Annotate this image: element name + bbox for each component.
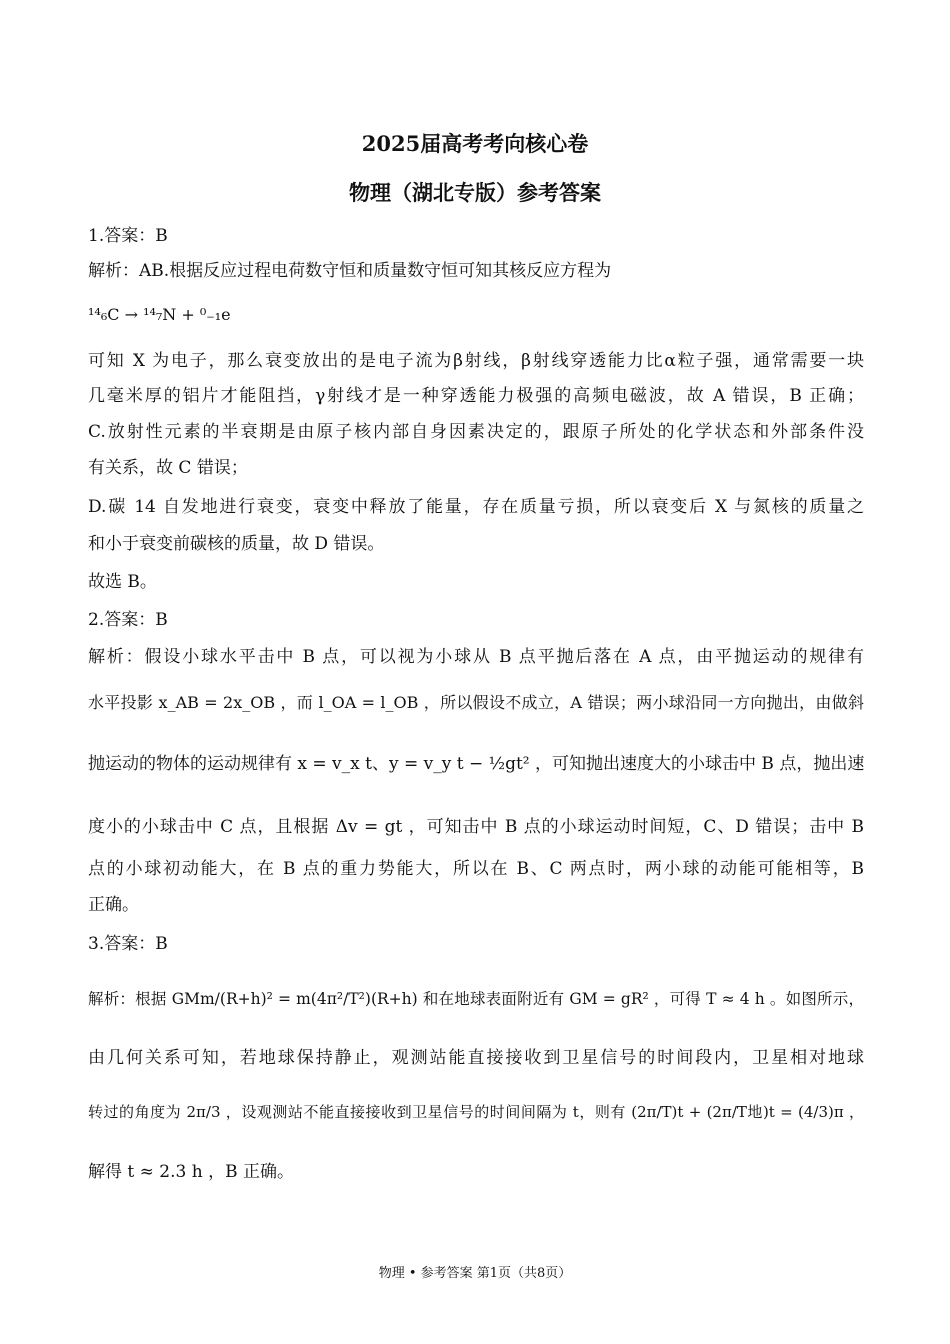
q1-analysis-line-7: 和小于衰变前碳核的质量，故 D 错误。 (88, 534, 385, 554)
q1-answer: 1.答案：B (88, 226, 168, 246)
q1-analysis-line-2: 可知 X 为电子，那么衰变放出的是电子流为β射线，β射线穿透能力比α粒子强，通常需要一块 (88, 351, 864, 371)
q3-analysis-line-3: 转过的角度为 2π/3 ，设观测站不能直接接收到卫星信号的时间间隔为 t，则有 (2π/T)t + (2π/T地)t = (4/3)π ， (88, 1103, 864, 1121)
q1-conclusion: 故选 B。 (88, 572, 157, 592)
q3-analysis-line-1: 解析：根据 GMm/(R+h)² = m(4π²/T²)(R+h) 和在地球表面附近有 GM = gR² ，可得 T ≈ 4 h 。如图所示， (88, 990, 864, 1008)
q2-answer: 2.答案：B (88, 610, 168, 630)
q1-nuclear-equation: ¹⁴₆C → ¹⁴₇N + ⁰₋₁e (88, 305, 231, 324)
q2-analysis-line-2: 水平投影 x_AB = 2x_OB ，而 l_OA = l_OB ，所以假设不成立，A 错误；两小球沿同一方向抛出，由做斜 (88, 693, 864, 712)
q1-analysis-line-3: 几毫米厚的铝片才能阻挡，γ射线才是一种穿透能力极强的高频电磁波，故 A 错误，B 正确； (88, 386, 864, 406)
q2-analysis-line-5: 点的小球初动能大，在 B 点的重力势能大，所以在 B、C 两点时，两小球的动能可能相等，B (88, 859, 864, 879)
q3-answer: 3.答案：B (88, 934, 168, 954)
q2-analysis-line-6: 正确。 (88, 895, 139, 915)
page-footer: 物理 • 参考答案 第1页（共8页） (378, 1266, 572, 1281)
q1-analysis-line-4: C.放射性元素的半衰期是由原子核内部自身因素决定的，跟原子所处的化学状态和外部条件没 (88, 422, 864, 442)
q2-analysis-line-1: 解析：假设小球水平击中 B 点，可以视为小球从 B 点平抛后落在 A 点，由平抛运动的规律有 (88, 647, 864, 667)
q3-analysis-line-2: 由几何关系可知，若地球保持静止，观测站能直接接收到卫星信号的时间段内，卫星相对地球 (88, 1048, 864, 1068)
q1-analysis-line-5: 有关系，故 C 错误； (88, 458, 248, 478)
page-subtitle: 物理（湖北专版）参考答案 (349, 180, 601, 205)
q3-analysis-line-4: 解得 t ≈ 2.3 h ，B 正确。 (88, 1162, 294, 1182)
q2-analysis-line-3: 抛运动的物体的运动规律有 x = v_x t、y = v_y t − ½gt² ，可知抛出速度大的小球击中 B 点，抛出速 (88, 754, 865, 774)
page-title: 2025届高考考向核心卷 (361, 131, 589, 156)
q1-analysis-line-6: D.碳 14 自发地进行衰变，衰变中释放了能量，存在质量亏损，所以衰变后 X 与氮核的质量之 (88, 497, 864, 517)
q2-analysis-line-4: 度小的小球击中 C 点，且根据 Δv = gt ，可知击中 B 点的小球运动时间短，C、D 错误；击中 B (88, 817, 864, 837)
q1-analysis-line-1: 解析：AB.根据反应过程电荷数守恒和质量数守恒可知其核反应方程为 (88, 261, 612, 281)
